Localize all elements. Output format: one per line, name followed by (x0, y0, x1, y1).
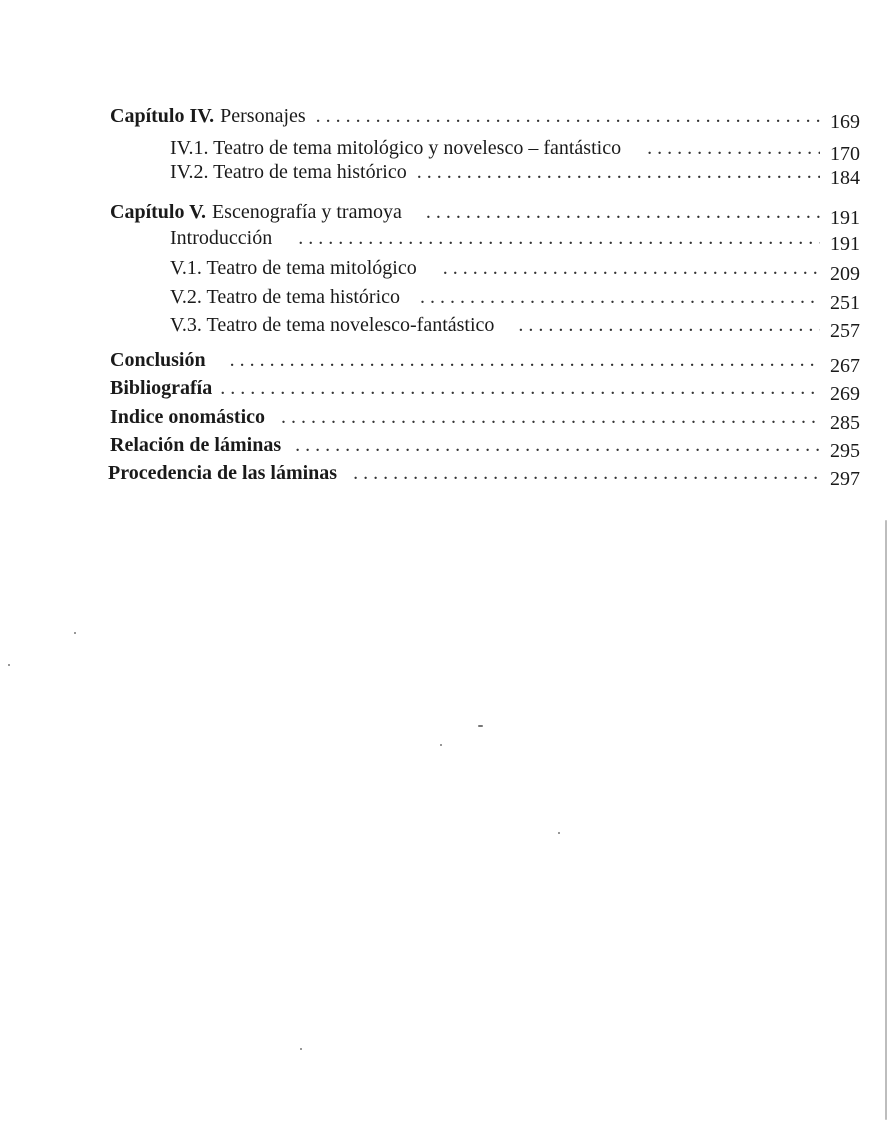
dot-leader (295, 433, 820, 457)
toc-entry-indice-onomastico (110, 405, 860, 434)
toc-entry-v-3 (170, 313, 860, 342)
dot-leader (230, 348, 820, 372)
toc-entry-conclusion (110, 348, 860, 377)
scan-speck (478, 725, 483, 727)
toc-entry-iv-2 (170, 160, 860, 189)
backmatter-label: Bibliografía (110, 377, 213, 399)
backmatter-label: Procedencia de las láminas (108, 462, 338, 484)
subsection-label: V.1. Teatro de tema mitológico (170, 257, 417, 279)
dot-leader (298, 226, 820, 250)
dot-leader (426, 200, 820, 224)
subsection-label: IV.1. Teatro de tema mitológico y novelesco – fantástico (170, 137, 622, 159)
dot-leader (316, 104, 820, 128)
page-number: 169 (830, 111, 860, 133)
toc-entry-chapter-5 (110, 200, 860, 229)
page-number: 251 (830, 292, 860, 314)
dot-leader (443, 256, 820, 280)
page-number: 267 (830, 355, 860, 377)
toc-entry-procedencia-laminas (108, 461, 860, 490)
backmatter-label: Relación de láminas (110, 434, 282, 456)
page-number: 209 (830, 263, 860, 285)
dot-leader (353, 461, 820, 485)
scan-speck (300, 1048, 302, 1050)
dot-leader (281, 405, 820, 429)
chapter-4-title: Personajes (220, 105, 306, 127)
scan-speck (8, 664, 10, 666)
page-number: 191 (830, 233, 860, 255)
backmatter-label: Indice onomástico (110, 406, 265, 428)
scan-speck (558, 832, 560, 834)
page-number: 285 (830, 412, 860, 434)
page-number: 269 (830, 383, 860, 405)
toc-entry-v-2 (170, 285, 860, 314)
subsection-label: IV.2. Teatro de tema histórico (170, 161, 407, 183)
toc-entry-bibliografia (110, 376, 860, 405)
toc-entry-introduccion (170, 226, 860, 255)
subsection-label: Introducción (170, 227, 273, 249)
page-number: 297 (830, 468, 860, 490)
page-number: 191 (830, 207, 860, 229)
chapter-5-heading: Capítulo V. (110, 201, 206, 223)
page-number: 170 (830, 143, 860, 165)
dot-leader (518, 313, 820, 337)
toc-entry-chapter-4 (110, 104, 860, 133)
toc-entry-iv-1 (170, 136, 860, 165)
toc-entry-v-1 (170, 256, 860, 285)
toc-entry-relacion-laminas (110, 433, 860, 462)
dot-leader (417, 160, 820, 184)
chapter-4-heading: Capítulo IV. (110, 105, 215, 127)
chapter-5-title: Escenografía y tramoya (211, 201, 402, 223)
backmatter-label: Conclusión (110, 349, 206, 371)
scan-speck (74, 632, 76, 634)
page-number: 257 (830, 320, 860, 342)
subsection-label: V.3. Teatro de tema novelesco-fantástico (170, 314, 495, 336)
dot-leader (420, 285, 820, 309)
scan-edge (885, 520, 887, 1120)
page-number: 184 (830, 167, 860, 189)
dot-leader (220, 376, 820, 400)
subsection-label: V.2. Teatro de tema histórico (170, 286, 401, 308)
dot-leader (647, 136, 820, 160)
scan-speck (440, 744, 442, 746)
page-number: 295 (830, 440, 860, 462)
